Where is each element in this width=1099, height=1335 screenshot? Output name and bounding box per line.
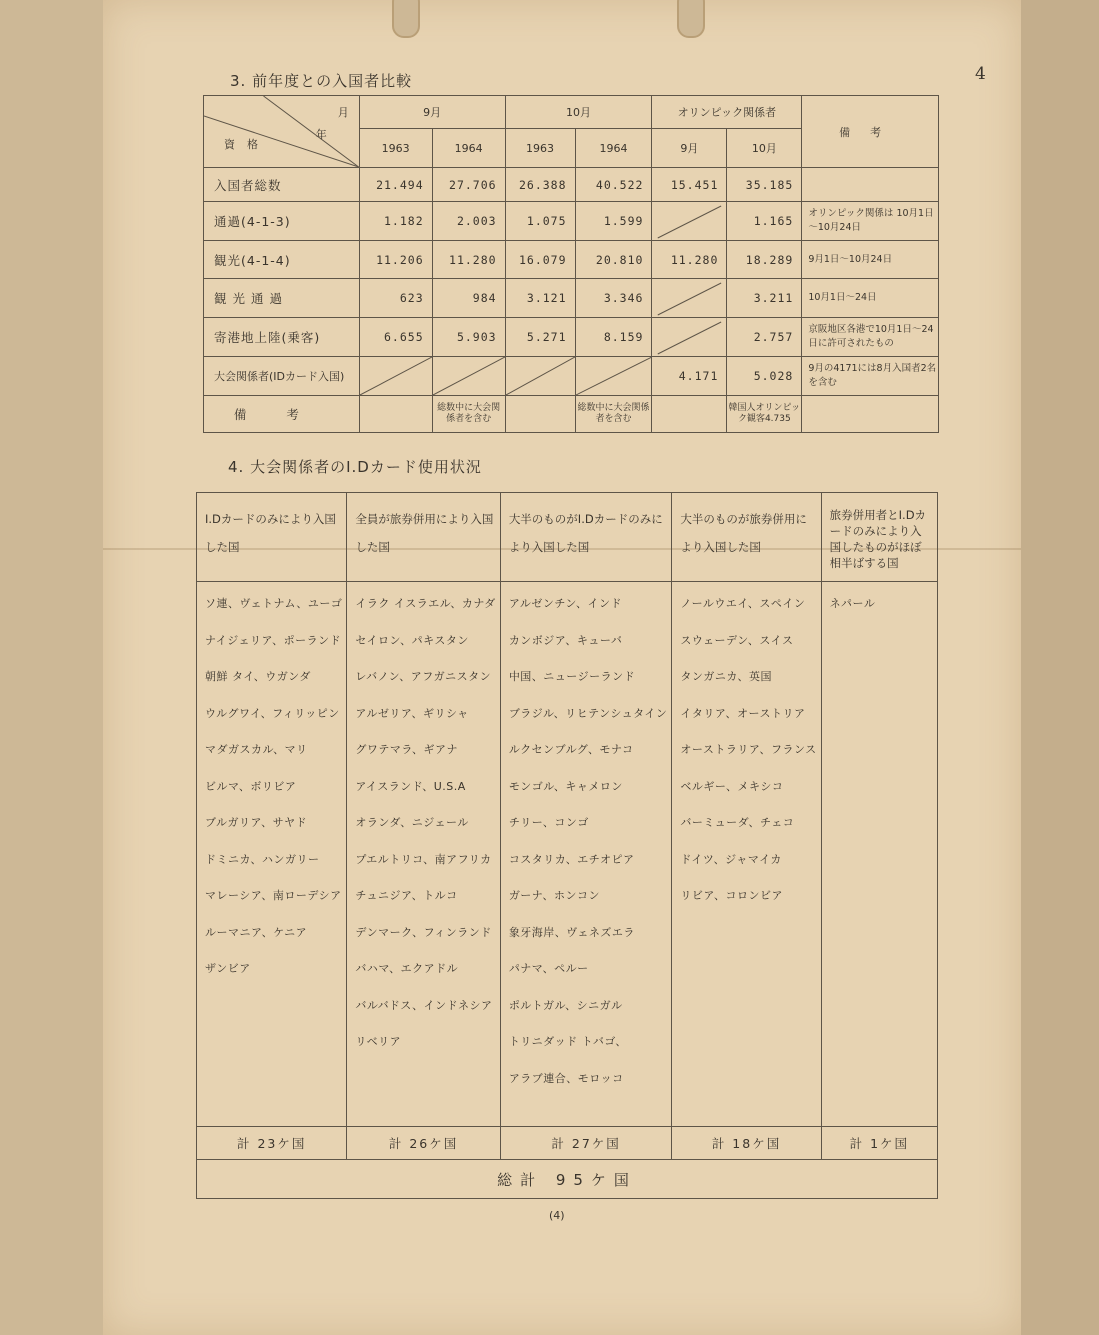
row-label: 観光通過 [204, 279, 360, 318]
country-entry: アラブ連合、モロッコ [508, 1071, 624, 1085]
row-label: 大会関係者(IDカード入国) [204, 357, 360, 396]
country-entry: プエルトリコ、南アフリカ [355, 852, 492, 866]
country-entry: アイスランド、U.S.A [355, 779, 466, 793]
country-entry: グワテマラ、ギアナ [355, 743, 458, 756]
country-list [821, 582, 937, 1127]
slashed-cell [652, 279, 727, 318]
remark-cell: 総数中に大会関係者を含む [575, 396, 652, 433]
value-cell: 21.494 [359, 168, 432, 202]
corner-year: 年 [315, 128, 327, 141]
country-entry: ドイツ、ジャマイカ [680, 852, 782, 866]
country-entry: ガーナ、ホンコン [508, 889, 601, 902]
country-entry: スウェーデン、スイス [680, 633, 794, 647]
olympic-month-cell: 9月 [652, 129, 727, 168]
country-entry: タンガニカ、英国 [680, 670, 772, 683]
country-entry: セイロン、パキスタン [355, 633, 469, 647]
olympic-month-cell: 10月 [727, 129, 802, 168]
column-total: 計 26ケ国 [347, 1127, 500, 1160]
value-cell: 35.185 [727, 168, 802, 202]
column-header: I.Dカードのみにより入国した国 [197, 493, 347, 582]
corner-header-cell [204, 96, 360, 168]
country-entry: リビア、コロンビア [680, 889, 784, 902]
value-cell: 1.075 [505, 202, 575, 241]
country-entry: 朝鮮 タイ、ウガンダ [205, 670, 311, 683]
value-cell: 2.757 [727, 318, 802, 357]
table-row [204, 279, 939, 318]
note-cell [802, 168, 939, 202]
row-label: 寄港地上陸(乗客) [204, 318, 360, 357]
slashed-cell [505, 357, 575, 396]
entry-comparison-table [203, 95, 939, 433]
value-cell: 4.171 [652, 357, 727, 396]
country-entry: ブラジル、リヒテンシュタイン [508, 706, 668, 720]
value-cell: 3.346 [575, 279, 652, 318]
value-cell: 3.121 [505, 279, 575, 318]
remarks-row [204, 396, 939, 433]
country-entry: 象牙海岸、ヴェネズエラ [508, 925, 635, 939]
column-total: 計 1ケ国 [821, 1127, 937, 1160]
country-entry: ソ連、ヴェトナム、ユーゴ [205, 597, 343, 610]
country-entry: デンマーク、フィンランド [355, 925, 492, 939]
column-header: 大半のものが旅券併用により入国した国 [672, 493, 821, 582]
column-total: 計 18ケ国 [672, 1127, 821, 1160]
country-entry: バーミューダ、チェコ [680, 816, 795, 829]
value-cell: 1.165 [727, 202, 802, 241]
row-label: 通過(4-1-3) [204, 202, 360, 241]
country-entry: イタリア、オーストリア [680, 706, 806, 720]
value-cell: 3.211 [727, 279, 802, 318]
country-entry: アルゼリア、ギリシャ [355, 706, 469, 720]
country-list [347, 582, 500, 1127]
value-cell: 15.451 [652, 168, 727, 202]
column-total: 計 27ケ国 [500, 1127, 672, 1160]
row-label: 入国者総数 [204, 168, 360, 202]
column-total: 計 23ケ国 [197, 1127, 347, 1160]
value-cell: 2.003 [432, 202, 505, 241]
binder-hole [677, 0, 705, 38]
slashed-cell [652, 318, 727, 357]
country-list [672, 582, 821, 1127]
empty-cell [359, 396, 432, 433]
column-header: 大半のものがI.Dカードのみにより入国した国 [500, 493, 672, 582]
value-cell: 20.810 [575, 241, 652, 279]
corner-month: 月 [337, 106, 349, 119]
table-row [204, 202, 939, 241]
underlying-page [1021, 0, 1099, 1335]
country-entry: バハマ、エクアドル [355, 962, 459, 975]
country-entry: ポルトガル、シニガル [508, 998, 623, 1012]
country-entry: オーストラリア、フランス [680, 743, 817, 756]
value-cell: 16.079 [505, 241, 575, 279]
country-entry: ナイジェリア、ポーランド [205, 633, 342, 647]
country-entry: ルクセンブルグ、モナコ [508, 743, 634, 756]
table-row [204, 241, 939, 279]
note-cell: オリンピック関係は 10月1日～10月24日 [802, 202, 939, 241]
column-header: 旅券併用者とI.Dカードのみにより入国したものがほぼ相半ばする国 [821, 493, 937, 582]
slashed-cell [359, 357, 432, 396]
col-olympic-header: オリンピック関係者 [652, 96, 802, 129]
country-entry: ネパール [829, 597, 876, 610]
slashed-cell [652, 202, 727, 241]
col-sep-header: 9月 [359, 96, 505, 129]
country-entry: イラク イスラエル、カナダ [355, 597, 496, 610]
id-card-usage-table [196, 492, 938, 1199]
value-cell: 11.280 [652, 241, 727, 279]
country-list [500, 582, 672, 1127]
col-oct-header: 10月 [505, 96, 652, 129]
country-entry: チリー、コンゴ [508, 816, 589, 829]
value-cell: 5.903 [432, 318, 505, 357]
note-cell: 京阪地区各港で10月1日～24日に許可されたもの [802, 318, 939, 357]
value-cell: 1.599 [575, 202, 652, 241]
slashed-cell [575, 357, 652, 396]
country-entry: カンボジア、キューバ [508, 633, 623, 647]
country-entry: ザンビア [205, 962, 251, 975]
empty-cell [652, 396, 727, 433]
note-cell: 10月1日～24日 [802, 279, 939, 318]
value-cell: 1.182 [359, 202, 432, 241]
value-cell: 984 [432, 279, 505, 318]
value-cell: 26.388 [505, 168, 575, 202]
table-row [204, 357, 939, 396]
table-row [204, 318, 939, 357]
value-cell: 18.289 [727, 241, 802, 279]
empty-cell [505, 396, 575, 433]
grand-total: 総計 95ケ国 [197, 1160, 938, 1199]
country-entry: ルーマニア、ケニア [205, 925, 308, 939]
year-cell: 1963 [359, 129, 432, 168]
value-cell: 623 [359, 279, 432, 318]
country-entry: ドミニカ、ハンガリー [205, 852, 320, 866]
empty-cell [802, 396, 939, 433]
country-list [197, 582, 347, 1127]
country-entry: モンゴル、キャメロン [508, 779, 623, 793]
country-entry: ブルガリア、サヤド [205, 816, 308, 829]
country-entry: チュニジア、トルコ [355, 889, 458, 902]
country-entry: バルバドス、インドネシア [355, 998, 493, 1012]
row-label: 観光(4-1-4) [204, 241, 360, 279]
value-cell: 6.655 [359, 318, 432, 357]
slashed-cell [432, 357, 505, 396]
country-entry: アルゼンチン、インド [508, 597, 622, 610]
country-entry: ノールウエイ、スペイン [680, 597, 806, 610]
country-entry: 中国、ニュージーランド [508, 670, 636, 683]
value-cell: 5.028 [727, 357, 802, 396]
country-entry: ウルグワイ、フィリッピン [205, 706, 340, 720]
value-cell: 40.522 [575, 168, 652, 202]
page-footer: (4) [549, 1209, 565, 1222]
country-entry: リベリア [355, 1035, 402, 1048]
value-cell: 11.206 [359, 241, 432, 279]
section3-heading: 3. 前年度との入国者比較 [230, 72, 413, 90]
remark-cell: 総数中に大会関係者を含む [432, 396, 505, 433]
note-cell: 9月の4171には8月入国者2名を含む [802, 357, 939, 396]
country-entry: マダガスカル、マリ [205, 743, 308, 756]
year-cell: 1964 [432, 129, 505, 168]
country-entry: オランダ、ニジェール [355, 816, 469, 829]
column-header: 全員が旅券併用により入国した国 [347, 493, 500, 582]
value-cell: 8.159 [575, 318, 652, 357]
year-cell: 1963 [505, 129, 575, 168]
country-entry: マレーシア、南ローデシア [205, 889, 342, 902]
note-cell: 9月1日～10月24日 [802, 241, 939, 279]
country-entry: トリニダッド トバゴ、 [508, 1035, 627, 1048]
remarks-label: 備考 [204, 396, 360, 433]
country-entry: ベルギー、メキシコ [680, 779, 784, 793]
value-cell: 11.280 [432, 241, 505, 279]
corner-qualification: 資格 [224, 138, 270, 151]
country-entry: レバノン、アフガニスタン [355, 670, 492, 683]
country-entry: コスタリカ、エチオピア [508, 852, 635, 866]
table-row [204, 168, 939, 202]
year-cell: 1964 [575, 129, 652, 168]
value-cell: 5.271 [505, 318, 575, 357]
page-number: 4 [975, 64, 986, 84]
country-entry: パナマ、ペルー [508, 962, 589, 975]
binder-hole [392, 0, 420, 38]
remark-cell: 韓国人オリンピック観客4.735 [727, 396, 802, 433]
section4-heading: 4. 大会関係者のI.Dカード使用状況 [228, 458, 482, 476]
country-entry: ビルマ、ボリビア [205, 779, 297, 793]
col-remarks-header: 備考 [802, 96, 939, 168]
value-cell: 27.706 [432, 168, 505, 202]
